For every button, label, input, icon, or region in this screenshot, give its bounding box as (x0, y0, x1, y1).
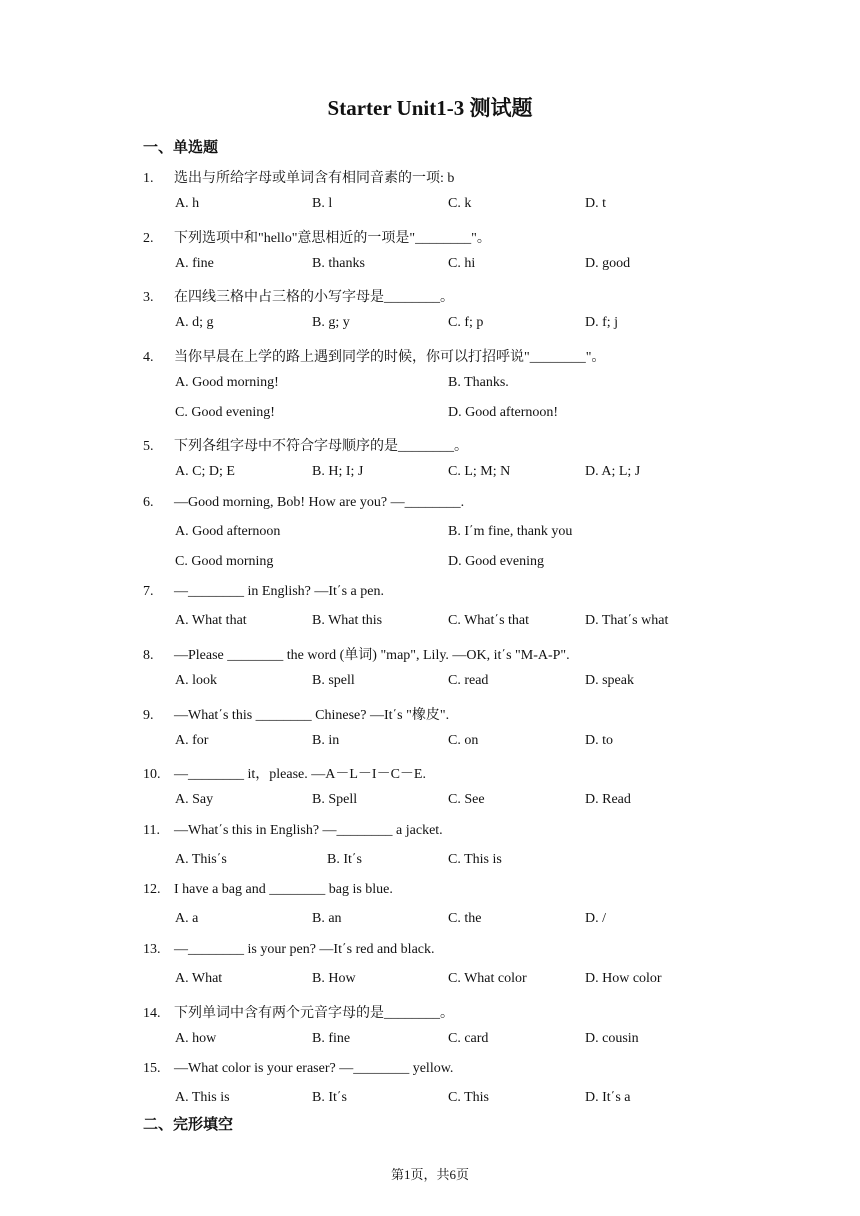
question-number: 1. (143, 171, 154, 186)
question-item (143, 495, 703, 585)
option-group (175, 1090, 715, 1110)
question-number: 14. (143, 1005, 161, 1021)
question-stem (143, 823, 443, 839)
question-number: 15. (143, 1061, 161, 1077)
question-item (143, 286, 703, 346)
question-text: 选出与所给字母或单词含有相同音素的一项: b (174, 171, 455, 186)
option-group (175, 792, 715, 812)
answer-option: D. A; L; J (585, 464, 641, 480)
question-stem (143, 704, 449, 724)
answer-option: C. the (448, 911, 482, 927)
question-number: 13. (143, 941, 161, 957)
question-number: 12. (143, 882, 161, 898)
answer-option: C. read (448, 672, 489, 688)
answer-option: B. It΄s (312, 1090, 347, 1106)
question-item (143, 942, 703, 1002)
question-stem (143, 495, 464, 511)
answer-option: B. How (312, 970, 356, 986)
answer-option: B. thanks (312, 255, 365, 271)
question-text: 在四线三格中占三格的小写字母是________。 (174, 290, 454, 306)
question-item (143, 704, 703, 764)
answer-option: B. It΄s (327, 851, 362, 867)
answer-option: C. What΄s that (448, 613, 530, 629)
question-item (143, 763, 703, 823)
question-stem (143, 167, 454, 187)
answer-option: C. Good evening! (175, 404, 275, 420)
answer-option: A. This΄s (175, 851, 227, 867)
question-number: 2. (143, 230, 154, 246)
option-group (175, 464, 715, 484)
question-text: —________ it，please. —A－L－I－C－E. (174, 767, 426, 783)
answer-option: D. It΄s a (585, 1090, 631, 1106)
answer-option: A. Good morning! (175, 374, 279, 390)
answer-option: A. for (175, 732, 209, 748)
question-number: 7. (143, 584, 154, 600)
question-number: 11. (143, 822, 160, 838)
question-stem (143, 1061, 453, 1077)
question-text: —Please ________ the word (单词) "map", Lily. —OK, it΄s "M-A-P". (174, 647, 570, 663)
question-item (143, 346, 703, 436)
answer-option: C. f; p (448, 315, 484, 331)
question-number: 6. (143, 494, 154, 510)
option-group (175, 733, 715, 753)
question-text: 下列各组字母中不符合字母顺序的是________。 (174, 439, 468, 455)
answer-option: B. Thanks. (448, 374, 509, 390)
answer-option: C. This (448, 1090, 489, 1106)
answer-option: D. good (585, 255, 631, 271)
answer-option: C. What color (448, 970, 527, 986)
answer-option: C. k (448, 196, 472, 211)
answer-option: A. C; D; E (175, 464, 235, 480)
question-text: 下列单词中含有两个元音字母的是________。 (174, 1005, 454, 1021)
question-stem (143, 346, 605, 366)
question-number: 4. (143, 349, 154, 365)
answer-option: D. / (585, 911, 606, 927)
answer-option: A. how (175, 1030, 217, 1046)
question-text: —Good morning, Bob! How are you? —________. (174, 494, 465, 510)
question-stem (143, 763, 426, 783)
answer-option: B. an (312, 911, 342, 927)
answer-option: C. card (448, 1030, 489, 1046)
question-item (143, 167, 703, 227)
question-item (143, 227, 703, 287)
option-group (175, 315, 715, 335)
answer-option: B. g; y (312, 315, 350, 331)
question-stem (143, 227, 491, 247)
answer-option: B. H; I; J (312, 464, 364, 480)
question-item (143, 1002, 703, 1062)
option-group (175, 1031, 715, 1051)
answer-option: A. Say (175, 792, 214, 808)
answer-option: A. a (175, 911, 199, 927)
answer-option: C. hi (448, 255, 476, 271)
answer-option: D. Read (585, 792, 631, 808)
answer-option: A. fine (175, 255, 214, 271)
answer-option: D. cousin (585, 1030, 639, 1046)
question-item (143, 882, 703, 942)
question-text: —________ in English? —It΄s a pen. (174, 584, 384, 600)
question-list (143, 167, 703, 1121)
answer-option: A. d; g (175, 315, 214, 331)
option-group (175, 375, 715, 425)
option-group (175, 613, 715, 633)
answer-option: D. t (585, 196, 606, 211)
option-group (175, 971, 715, 991)
question-text: —________ is your pen? —It΄s red and black. (174, 941, 435, 957)
question-text: —What color is your eraser? —________ yellow. (174, 1061, 454, 1077)
answer-option: B. l (312, 196, 333, 211)
question-stem (143, 644, 570, 664)
answer-option: C. Good morning (175, 553, 274, 569)
answer-option: A. look (175, 672, 217, 688)
answer-option: B. I΄m fine, thank you (448, 523, 573, 539)
option-group (175, 196, 715, 216)
question-stem (143, 882, 393, 898)
question-text: 当你早晨在上学的路上遇到同学的时候，你可以打招呼说"________"。 (174, 349, 606, 365)
question-number: 5. (143, 439, 154, 455)
question-text: 下列选项中和"hello"意思相近的一项是"________"。 (174, 230, 491, 246)
answer-option: A. What (175, 970, 223, 986)
answer-option: A. Good afternoon (175, 523, 281, 539)
section-heading-single-choice: 一、单选题 (143, 138, 219, 156)
answer-option: A. h (175, 196, 200, 211)
question-stem (143, 435, 468, 455)
answer-option: A. What that (175, 613, 247, 629)
answer-option: C. on (448, 732, 479, 748)
question-item (143, 435, 703, 495)
answer-option: B. Spell (312, 792, 358, 808)
question-number: 8. (143, 647, 154, 663)
question-number: 10. (143, 767, 161, 783)
answer-option: D. Good evening (448, 553, 545, 569)
option-group (175, 673, 715, 693)
question-number: 3. (143, 290, 154, 306)
option-group (175, 524, 715, 574)
question-item (143, 1061, 703, 1121)
page-title: Starter Unit1-3 测试题 (327, 96, 533, 120)
answer-option: D. That΄s what (585, 613, 669, 629)
answer-option: B. spell (312, 672, 355, 688)
question-stem (143, 942, 435, 958)
answer-option: C. This is (448, 851, 502, 867)
answer-option: D. Good afternoon! (448, 404, 559, 420)
question-item (143, 644, 703, 704)
section-heading-cloze: 二、完形填空 (143, 1115, 234, 1133)
option-group (175, 256, 715, 276)
question-stem (143, 584, 384, 600)
question-number: 9. (143, 707, 154, 723)
question-item (143, 823, 703, 883)
page-footer: 第1页，共6页 (390, 1167, 469, 1182)
question-text: —What΄s this ________ Chinese? —It΄s "橡皮". (174, 707, 450, 723)
answer-option: B. in (312, 732, 340, 748)
answer-option: A. This is (175, 1090, 230, 1106)
answer-option: D. speak (585, 672, 634, 688)
question-text: —What΄s this in English? —________ a jacket. (174, 822, 443, 838)
option-group (175, 911, 715, 931)
answer-option: B. What this (312, 613, 383, 629)
question-stem (143, 286, 454, 306)
question-stem (143, 1002, 454, 1022)
answer-option: C. L; M; N (448, 464, 511, 480)
answer-option: C. See (448, 792, 485, 808)
answer-option: B. fine (312, 1030, 351, 1046)
answer-option: D. f; j (585, 315, 619, 331)
question-item (143, 584, 703, 644)
question-text: I have a bag and ________ bag is blue. (174, 882, 393, 898)
answer-option: D. to (585, 732, 613, 748)
answer-option: D. How color (585, 970, 662, 986)
option-group (175, 852, 715, 872)
